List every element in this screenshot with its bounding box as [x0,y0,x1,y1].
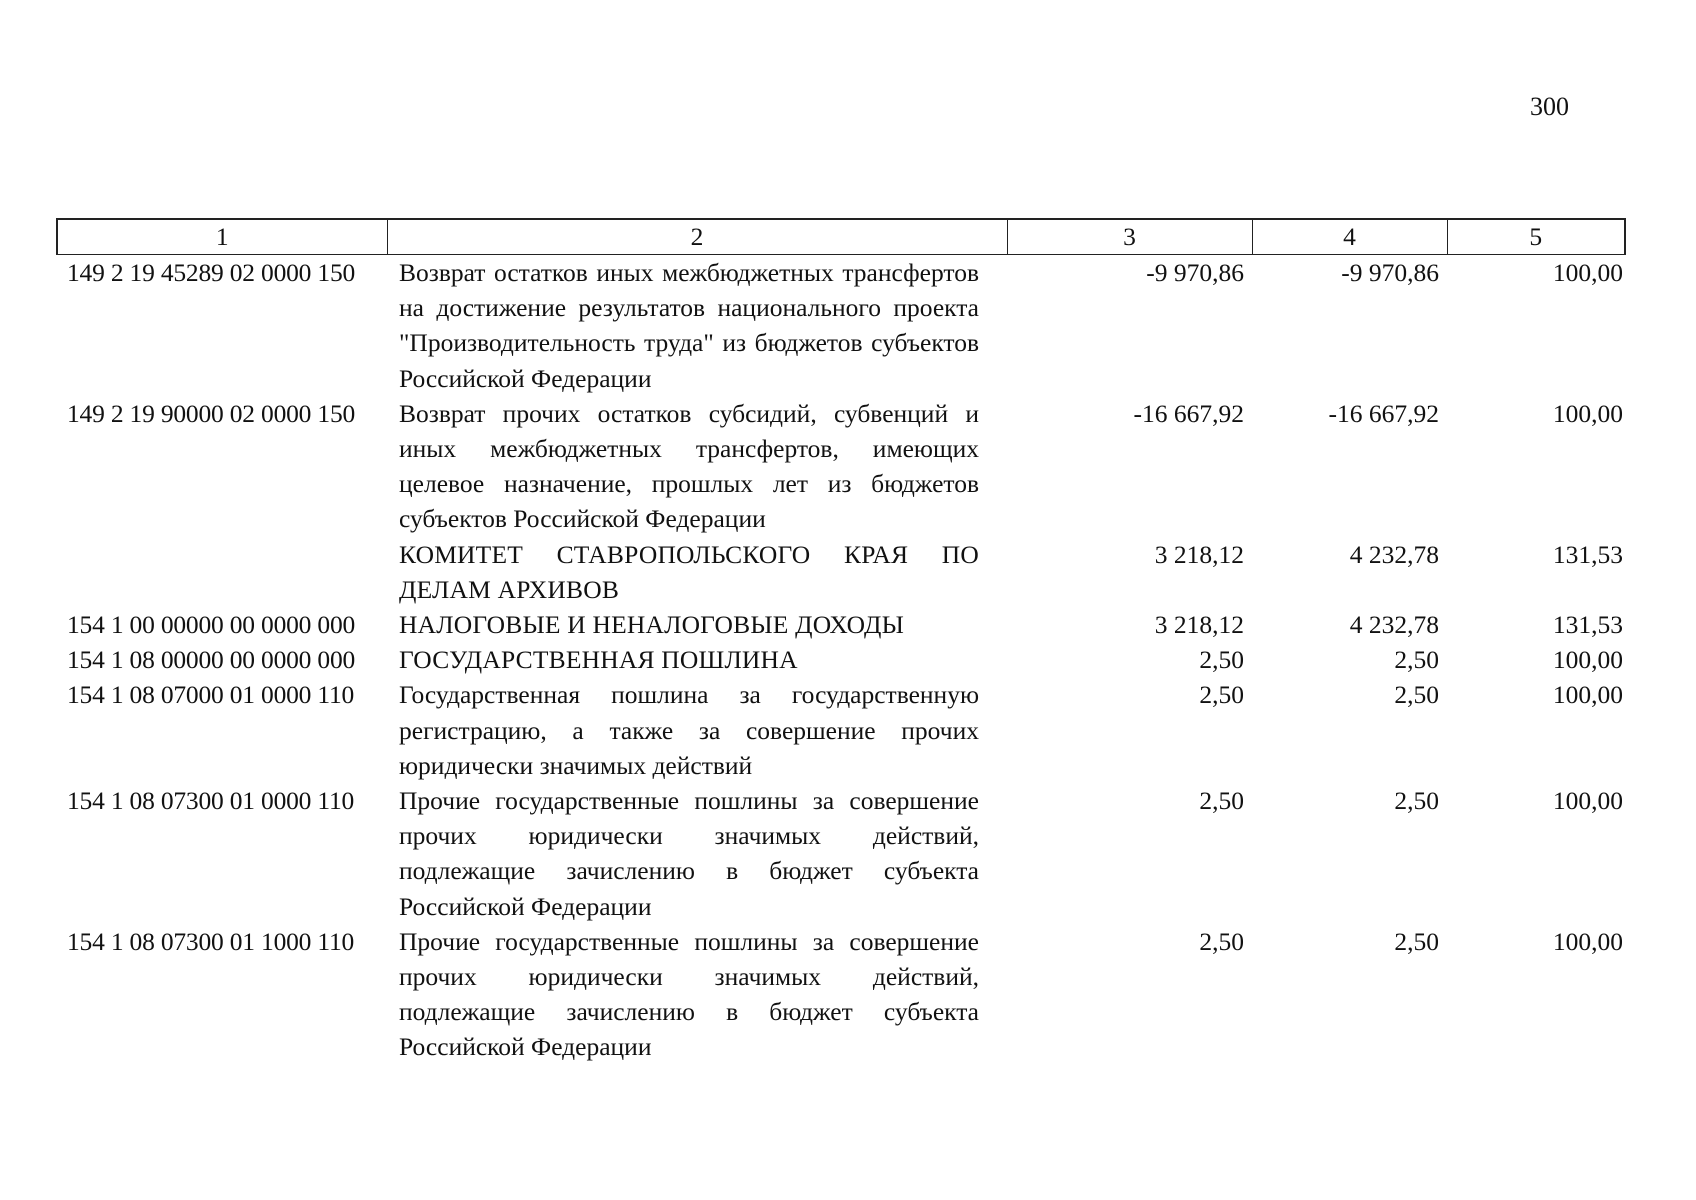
row-code: 154 1 08 07300 01 0000 110 [67,786,355,816]
row-col3: 2,50 [1199,926,1244,956]
row-col4: 2,50 [1394,926,1439,956]
table-row [57,607,1625,642]
page-number: 300 [1530,92,1569,121]
row-col3: -16 667,92 [1133,398,1244,428]
row-col3: 3 218,12 [1154,539,1244,569]
header-col-5: 5 [1447,219,1625,255]
row-code: 149 2 19 90000 02 0000 150 [67,398,356,428]
row-name: НАЛОГОВЫЕ И НЕНАЛОГОВЫЕ ДОХОДЫ [399,610,905,640]
row-col3: 3 218,12 [1154,610,1244,640]
row-col4: 2,50 [1394,645,1439,675]
row-col4: -9 970,86 [1341,258,1439,287]
row-code: 149 2 19 45289 02 0000 150 [67,258,356,287]
table-row [57,396,1625,537]
table-body [57,255,1625,1065]
row-col4: 2,50 [1394,786,1439,816]
table-row [57,537,1625,607]
row-col5: 100,00 [1552,926,1623,956]
row-col5: 100,00 [1552,786,1623,816]
row-col4: 2,50 [1394,680,1439,710]
header-col-3: 3 [1007,219,1252,255]
row-col3: 2,50 [1199,680,1244,710]
table-row [57,642,1625,677]
row-col5: 100,00 [1552,398,1623,428]
row-col3: -9 970,86 [1146,258,1244,287]
row-code [57,537,387,607]
row-col5: 131,53 [1552,610,1623,640]
row-name: Государственная пошлина за государственную регистрацию, а также за совершение прочих юридически значимых действий [399,680,979,780]
row-col5: 100,00 [1552,645,1623,675]
row-name: Прочие государственные пошлины за совершение прочих юридически значимых действий, подлежащие зачислению в бюджет субъекта Российской Федерации [399,786,979,921]
row-col5: 100,00 [1552,258,1623,287]
row-code: 154 1 00 00000 00 0000 000 [67,610,356,640]
table-row [57,255,1625,396]
table-row [57,783,1625,924]
table-row [57,677,1625,783]
row-name: ГОСУДАРСТВЕННАЯ ПОШЛИНА [399,645,798,675]
row-name: Возврат остатков иных межбюджетных трансфертов на достижение результатов национального проекта "Производительность труда" из бюджетов субъектов Российской Федерации [399,258,979,393]
table-row [57,924,1625,1065]
budget-table [56,218,1626,1065]
row-col3: 2,50 [1199,786,1244,816]
row-col5: 131,53 [1552,539,1623,569]
row-name: Прочие государственные пошлины за совершение прочих юридически значимых действий, подлежащие зачислению в бюджет субъекта Российской Федерации [399,926,979,1062]
row-col4: -16 667,92 [1328,398,1439,428]
row-code: 154 1 08 07000 01 0000 110 [67,680,355,710]
row-col3: 2,50 [1199,645,1244,675]
header-row [57,219,1625,255]
header-col-4: 4 [1252,219,1447,255]
row-col5: 100,00 [1552,680,1623,710]
table-header [57,219,1625,255]
header-col-1: 1 [57,219,387,255]
header-col-2: 2 [387,219,1007,255]
row-code: 154 1 08 07300 01 1000 110 [67,926,355,956]
row-name: Возврат прочих остатков субсидий, субвенций и иных межбюджетных трансфертов, имеющих целевое назначение, прошлых лет из бюджетов субъектов Российской Федерации [399,398,979,534]
row-name: КОМИТЕТ СТАВРОПОЛЬСКОГО КРАЯ ПО ДЕЛАМ АРХИВОВ [399,539,979,604]
row-col4: 4 232,78 [1349,539,1439,569]
row-code: 154 1 08 00000 00 0000 000 [67,645,356,675]
row-col4: 4 232,78 [1349,610,1439,640]
